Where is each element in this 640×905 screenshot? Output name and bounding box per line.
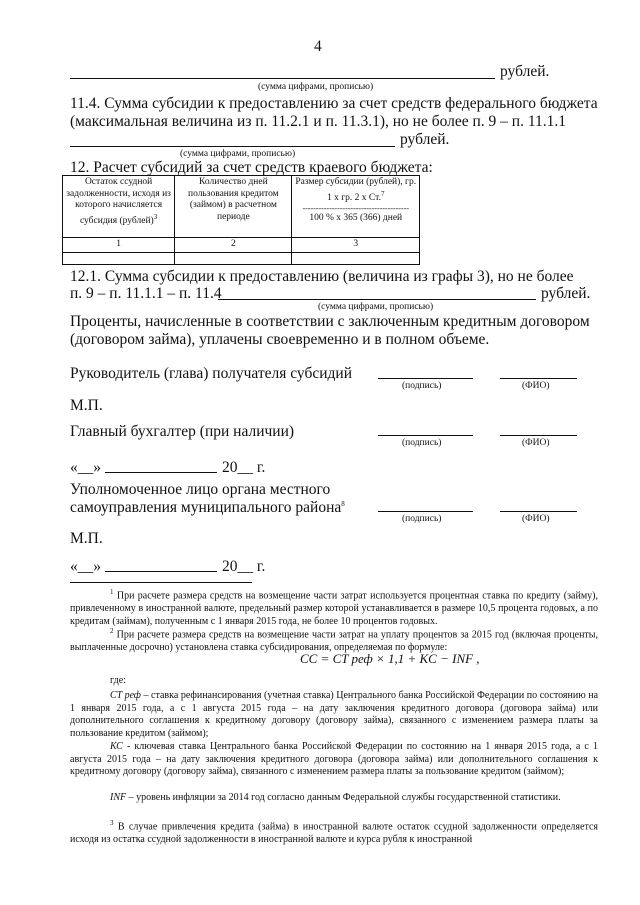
table-header-col1: Остаток ссудной задолженности, исходя из которого начисляется субсидия (рублей)$^3$ <box>63 176 175 238</box>
section-11-4-line2: (максимальная величина из п. 11.2.1 и п. 11.3.1), но не более п. 9 – п. 11.1.1 <box>70 113 567 130</box>
section-11-4-line1: 11.4. Сумма субсидии к предоставлению за счет средств федерального бюджета <box>70 95 598 112</box>
section-12-1-caption: (сумма цифрами, прописью) <box>318 302 434 312</box>
official-podpis-caption: (подпись) <box>402 514 442 524</box>
interest-line2: (договором займа), уплачены своевременно и в полном объеме. <box>70 331 490 348</box>
official-signature-line <box>378 511 473 512</box>
page-number: 4 <box>314 38 322 55</box>
accountant-label: Главный бухгалтер (при наличии) <box>70 423 295 440</box>
head-podpis-caption: (подпись) <box>402 381 442 391</box>
date-year-2: 20__ г. <box>222 558 266 575</box>
section-12-1-line1: 12.1. Сумма субсидии к предоставлению (величина из графы 3), но не более <box>70 268 574 285</box>
mp-label-1: М.П. <box>70 397 103 414</box>
interest-line1: Проценты, начисленные в соответствии с заключенным кредитным договором <box>70 313 590 330</box>
footnote-3: $^3$ В случае привлечения кредита (займа) в иностранной валюте остаток ссудной задолженности определяется исходя из остатка ссудной задолженности в иностранной валюте и курса рубля к иностранной <box>70 819 598 845</box>
date-open-2: «__» <box>70 558 101 575</box>
accountant-signature-line <box>378 435 473 436</box>
head-fio-line <box>500 378 577 379</box>
table-header-col2: Количество дней пользования кредитом (займом) в расчетном периоде <box>175 176 292 238</box>
mp-label-2: М.П. <box>70 530 103 547</box>
formula-where: где: <box>110 675 126 686</box>
footnote-separator <box>70 582 252 583</box>
section-11-4-amount-line <box>70 146 395 147</box>
accountant-fio-caption: (ФИО) <box>522 438 550 448</box>
table-num-1: 1 <box>63 238 175 253</box>
head-label: Руководитель (глава) получателя субсидий <box>70 365 353 382</box>
official-label-line1: Уполномоченное лицо органа местного <box>70 481 331 498</box>
section-12-1-amount-line <box>218 299 536 300</box>
section-12-heading: 12. Расчет субсидий за счет средств краевого бюджета: <box>70 159 433 176</box>
kc-definition: КС - ключевая ставка Центрального банка Российской Федерации по состоянию на 1 января 2015 года, а с 1 августа 2015 года – на дату заключения кредитного договора (договора займа) или дополнительного соглашения к кредитному договору (договору займа), связанного с изменением размера платы за пользование кредитом (займом); <box>70 741 598 778</box>
accountant-fio-line <box>500 435 577 436</box>
amount-caption: (сумма цифрами, прописью) <box>258 82 374 92</box>
section-11-4-caption: (сумма цифрами, прописью) <box>180 149 296 159</box>
section-12-1-suffix: рублей. <box>541 285 591 302</box>
table-header-col3: Размер субсидии (рублей), гр. 1 х гр. 2 х Ст.$^7$ ---------------------------------------- 100 % х 365 (366) дней <box>292 176 420 238</box>
table-value-1 <box>63 252 175 264</box>
footnote-2: $^2$ При расчете размера средств на возмещение части затрат на уплату процентов за 2015 год (включая проценты, выплаченные досрочно) установлена ставка субсидирования, определяемая по формуле: <box>70 627 599 653</box>
official-fio-line <box>500 511 577 512</box>
head-fio-caption: (ФИО) <box>522 381 550 391</box>
subsidy-calc-table <box>62 175 420 265</box>
date-open-1: «__» <box>70 459 101 476</box>
date-year-1: 20__ г. <box>222 459 266 476</box>
table-value-3 <box>292 252 420 264</box>
date-month-line-2 <box>105 571 217 572</box>
section-12-1-line2: п. 9 – п. 11.1.1 – п. 11.4 <box>70 285 222 302</box>
footnote-1: $^1$ При расчете размера средств на возмещение части затрат используется процентная ставка по кредиту (займу), привлеченному в иностранной валюте, предельный размер которой устанавливается в размере 10,5 процента годовых, а по кредитам (займам), полученным с 1 января 2015 года, не более 10 процентов годовых. <box>70 588 598 627</box>
official-fio-caption: (ФИО) <box>522 514 550 524</box>
amount-suffix: рублей. <box>500 63 550 80</box>
formula: CC = CT реф × 1,1 + KC − INF , <box>300 651 480 666</box>
section-11-4-suffix: рублей. <box>400 131 450 148</box>
inf-definition: INF – уровень инфляции за 2014 год согласно данным Федеральной службы государственной статистики. <box>110 792 561 803</box>
table-num-2: 2 <box>175 238 292 253</box>
official-label-line2: самоуправления муниципального района$^8$ <box>70 499 345 516</box>
table-num-3: 3 <box>292 238 420 253</box>
accountant-podpis-caption: (подпись) <box>402 438 442 448</box>
head-signature-line <box>378 378 473 379</box>
amount-line <box>70 78 495 79</box>
table-value-2 <box>175 252 292 264</box>
date-month-line-1 <box>105 472 217 473</box>
ct-ref-definition: CT реф – ставка рефинансирования (учетная ставка) Центрального банка Российской Федерации по состоянию на 1 января 2015 года, а с 1 августа 2015 года – на дату заключения кредитного договора (договора займа) или дополнительного соглашения к кредитному договору (договору займа), связанного с изменением размера платы за пользование кредитом (займом); <box>70 690 599 739</box>
